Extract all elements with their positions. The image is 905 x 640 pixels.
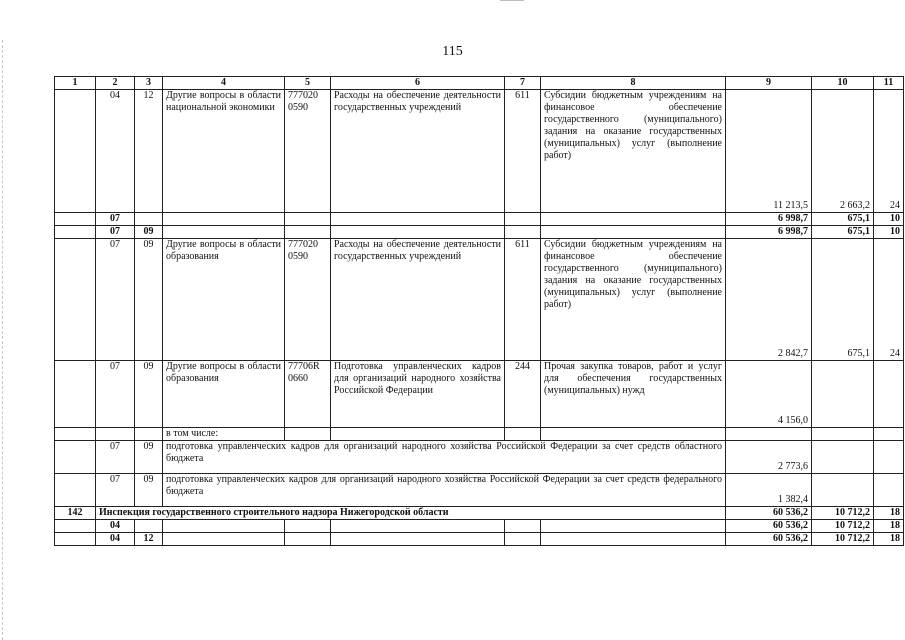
- cell-c10: 10 712,2: [812, 507, 874, 520]
- cell-section: 07: [96, 213, 135, 226]
- table-row: [55, 428, 904, 441]
- cell-empty: [55, 520, 96, 533]
- cell-empty: [874, 474, 904, 507]
- page-number: 115: [442, 44, 463, 59]
- cell-section: 07: [96, 239, 135, 361]
- cell-c10: 675,1: [812, 226, 874, 239]
- cell-c1: [55, 361, 96, 428]
- table-row: [55, 90, 904, 213]
- cell-empty: [331, 428, 505, 441]
- header-cell: 7: [505, 77, 541, 90]
- cell-empty: [505, 520, 541, 533]
- cell-c11: 10: [874, 226, 904, 239]
- cell-empty: [331, 533, 505, 546]
- cell-c10: 675,1: [812, 239, 874, 361]
- cell-target: 777020 0590: [285, 239, 331, 361]
- cell-c11: 18: [874, 533, 904, 546]
- table-row: [55, 239, 904, 361]
- cell-c9: 60 536,2: [726, 533, 812, 546]
- cell-merged-text: подготовка управленческих кадров для организаций народного хозяйства Российской Федерации за счет средств федерального бюджета: [163, 474, 726, 507]
- cell-empty: [812, 474, 874, 507]
- cell-c10: [812, 361, 874, 428]
- cell-empty: [541, 428, 726, 441]
- cell-c4: Другие вопросы в области образования: [163, 361, 285, 428]
- cell-c1: [55, 239, 96, 361]
- cell-subsection: 09: [135, 474, 163, 507]
- cell-c11: 24: [874, 239, 904, 361]
- header-cell: 9: [726, 77, 812, 90]
- cell-c9: 2 842,7: [726, 239, 812, 361]
- cell-section: 04: [96, 90, 135, 213]
- header-cell: 3: [135, 77, 163, 90]
- cell-empty: [331, 226, 505, 239]
- table-row: [55, 213, 904, 226]
- cell-subsection: 09: [135, 361, 163, 428]
- table-row: [55, 361, 904, 428]
- cell-c6: Расходы на обеспечение деятельности государственных учреждений: [331, 90, 505, 213]
- cell-expense-type: 611: [505, 90, 541, 213]
- cell-empty: [874, 428, 904, 441]
- cell-empty: [285, 533, 331, 546]
- cell-c10: 10 712,2: [812, 533, 874, 546]
- cell-empty: [541, 213, 726, 226]
- cell-empty: [331, 520, 505, 533]
- cell-section: 04: [96, 520, 135, 533]
- top-mark: [500, 0, 524, 1]
- cell-empty: [541, 520, 726, 533]
- cell-c4: Другие вопросы в области национальной экономики: [163, 90, 285, 213]
- cell-subsection: 09: [135, 239, 163, 361]
- cell-empty: [285, 428, 331, 441]
- cell-empty: [55, 428, 96, 441]
- table-row: [55, 507, 904, 520]
- header-cell: 10: [812, 77, 874, 90]
- cell-c1: [55, 90, 96, 213]
- table-row: [55, 520, 904, 533]
- cell-subsection: 12: [135, 533, 163, 546]
- cell-subsection: 12: [135, 90, 163, 213]
- cell-target: 77706R 0660: [285, 361, 331, 428]
- cell-empty: [55, 441, 96, 474]
- cell-c9: 1 382,4: [726, 474, 812, 507]
- cell-c9: 11 213,5: [726, 90, 812, 213]
- table-row: [55, 226, 904, 239]
- cell-org-name: Инспекция государственного строительного надзора Нижегородской области: [96, 507, 726, 520]
- cell-c11: 10: [874, 213, 904, 226]
- header-cell: 5: [285, 77, 331, 90]
- table-row: [55, 474, 904, 507]
- cell-empty: [285, 520, 331, 533]
- cell-empty: [812, 428, 874, 441]
- cell-merged-text: подготовка управленческих кадров для организаций народного хозяйства Российской Федерации за счет средств областного бюджета: [163, 441, 726, 474]
- cell-empty: [505, 226, 541, 239]
- cell-c4: Другие вопросы в области образования: [163, 239, 285, 361]
- cell-subsection: [135, 213, 163, 226]
- cell-empty: [541, 533, 726, 546]
- cell-empty: [726, 428, 812, 441]
- cell-empty: [505, 213, 541, 226]
- cell-c10: 10 712,2: [812, 520, 874, 533]
- header-cell: 8: [541, 77, 726, 90]
- cell-section: 07: [96, 474, 135, 507]
- cell-empty: [285, 213, 331, 226]
- cell-empty: [163, 533, 285, 546]
- cell-c9: 60 536,2: [726, 520, 812, 533]
- table-row: [55, 533, 904, 546]
- header-cell: 1: [55, 77, 96, 90]
- header-cell: 4: [163, 77, 285, 90]
- cell-empty: [55, 533, 96, 546]
- cell-empty: [163, 520, 285, 533]
- cell-c11: 18: [874, 520, 904, 533]
- cell-c10: 2 663,2: [812, 90, 874, 213]
- cell-c6: Подготовка управленческих кадров для организаций народного хозяйства Российской Федерации: [331, 361, 505, 428]
- header-cell: 2: [96, 77, 135, 90]
- cell-target: 777020 0590: [285, 90, 331, 213]
- header-row: [55, 77, 904, 90]
- cell-empty: [505, 533, 541, 546]
- cell-c11: [874, 361, 904, 428]
- cell-empty: [505, 428, 541, 441]
- cell-empty: [812, 441, 874, 474]
- cell-section: 07: [96, 441, 135, 474]
- cell-c6: Расходы на обеспечение деятельности государственных учреждений: [331, 239, 505, 361]
- cell-expense-type: 244: [505, 361, 541, 428]
- cell-c11: 18: [874, 507, 904, 520]
- cell-section: 07: [96, 361, 135, 428]
- cell-empty: [135, 428, 163, 441]
- cell-empty: [163, 213, 285, 226]
- cell-c8: Субсидии бюджетным учреждениям на финансовое обеспечение государственного (муниципального) задания на оказание государственных (муниципальных) услуг (выполнение работ): [541, 90, 726, 213]
- cell-expense-type: 611: [505, 239, 541, 361]
- cell-c1: 142: [55, 507, 96, 520]
- cell-c1: [55, 226, 96, 239]
- cell-empty: [96, 428, 135, 441]
- header-cell: 6: [331, 77, 505, 90]
- cell-empty: [285, 226, 331, 239]
- cell-subsection: 09: [135, 226, 163, 239]
- cell-empty: [163, 226, 285, 239]
- cell-section: 07: [96, 226, 135, 239]
- cell-c8: Прочая закупка товаров, работ и услуг для обеспечения государственных (муниципальных) нужд: [541, 361, 726, 428]
- cell-c9: 2 773,6: [726, 441, 812, 474]
- cell-c11: 24: [874, 90, 904, 213]
- cell-c9: 6 998,7: [726, 213, 812, 226]
- cell-empty: [55, 474, 96, 507]
- header-cell: 11: [874, 77, 904, 90]
- cell-empty: [331, 213, 505, 226]
- cell-c9: 6 998,7: [726, 226, 812, 239]
- cell-empty: [874, 441, 904, 474]
- cell-c1: [55, 213, 96, 226]
- cell-empty: [541, 226, 726, 239]
- cell-including-label: в том числе:: [163, 428, 285, 441]
- cell-empty: [135, 520, 163, 533]
- cell-section: 04: [96, 533, 135, 546]
- budget-table: [54, 76, 904, 546]
- cell-subsection: 09: [135, 441, 163, 474]
- cell-c9: 4 156,0: [726, 361, 812, 428]
- cell-c9: 60 536,2: [726, 507, 812, 520]
- margin-line: [2, 40, 3, 640]
- cell-c8: Субсидии бюджетным учреждениям на финансовое обеспечение государственного (муниципального) задания на оказание государственных (муниципальных) услуг (выполнение работ): [541, 239, 726, 361]
- cell-c10: 675,1: [812, 213, 874, 226]
- table-row: [55, 441, 904, 474]
